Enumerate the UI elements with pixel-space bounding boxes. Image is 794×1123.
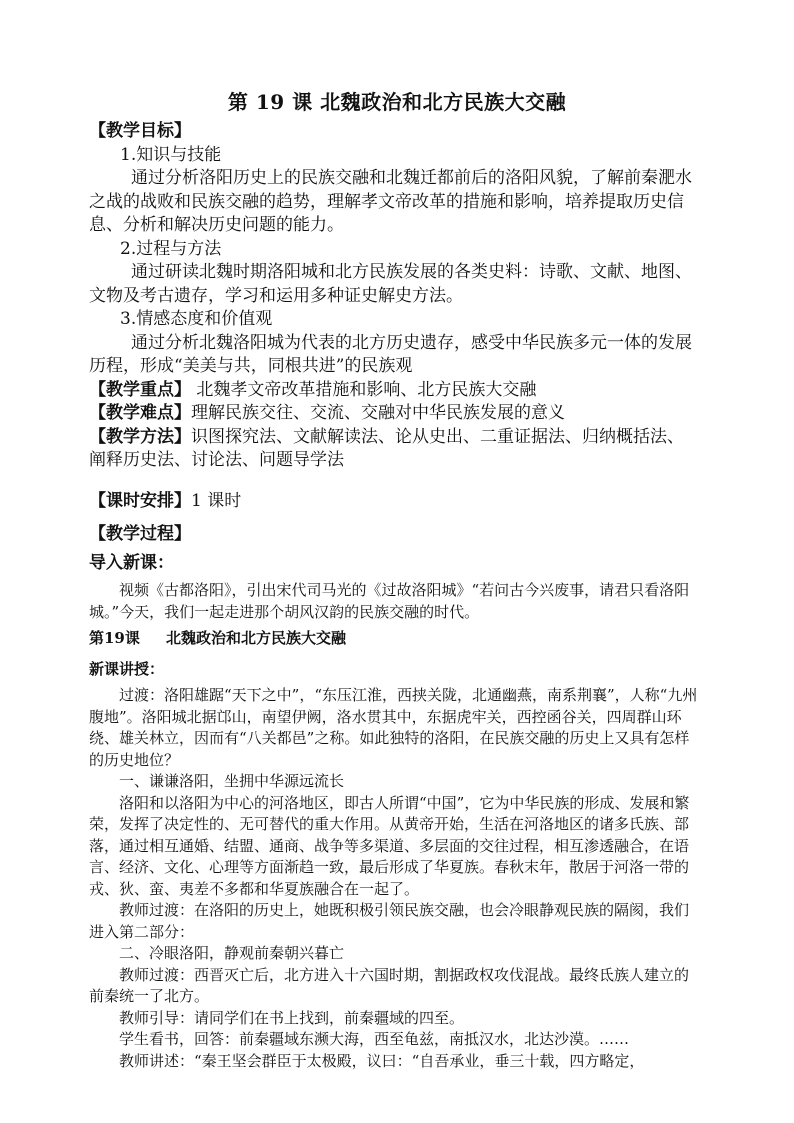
method-text: 识图探究法、文献解读法、论从史出、二重证据法、归纳概括法、阐释历史法、讨论法、问题导学法	[89, 426, 684, 470]
body-paragraph: 教师过渡：在洛阳的历史上，她既积极引领民族交融，也会冷眼静观民族的隔阂，我们进入第二部分：	[89, 901, 690, 941]
objective-subheading-3: 3.情感态度和价值观	[120, 309, 273, 329]
method-line	[89, 426, 699, 473]
difficulty-line	[89, 402, 699, 426]
objectives-heading: 【教学目标】	[89, 121, 191, 141]
body-paragraph: 教师过渡：西晋灭亡后，北方进入十六国时期，割据政权攻伐混战。最终氐族人建立的前秦统一了北方。	[89, 965, 690, 1005]
objective-paragraph-2: 通过研读北魏时期洛阳城和北方民族发展的各类史料：诗歌、文献、地图、文物及考古遗存，学习和运用多种证史解史方法。	[89, 262, 692, 306]
document-title: 第 19 课 北魏政治和北方民族大交融	[227, 90, 567, 114]
focus-label: 【教学重点】	[89, 379, 191, 400]
body-paragraph: 学生看书，回答：前秦疆域东濒大海，西至龟兹，南抵汉水，北达沙漠。……	[119, 1030, 630, 1048]
section-heading-1: 一、谦谦洛阳，坐拥中华源远流长	[119, 772, 345, 790]
body-paragraph: 教师引导：请同学们在书上找到，前秦疆域的四至。	[119, 1008, 465, 1027]
objectives-section	[89, 120, 699, 473]
body-paragraph: 过渡：洛阳雄踞“天下之中”，“东压江淮，西挟关陇，北通幽燕，南系荆襄”，人称“九州腹地”。洛阳城北据邙山，南望伊阙，洛水贯其中，东据虎牢关，西控函谷关，四周群山环绕、雄关林立，因而有“八关都邑”之称。如此独特的洛阳，在民族交融的历史上又具有怎样的历史地位？	[89, 686, 698, 769]
difficulty-label: 【教学难点】	[89, 403, 191, 423]
schedule-text: 1 课时	[191, 491, 242, 511]
intro-heading: 导入新课：	[89, 553, 174, 573]
section-heading-2: 二、冷眼洛阳，静观前秦朝兴暮亡	[119, 944, 345, 962]
focus-line	[89, 379, 699, 403]
schedule-line	[89, 490, 699, 514]
objective-paragraph-3: 通过分析北魏洛阳城为代表的北方历史遗存，感受中华民族多元一体的发展历程，形成“美美与共，同根共进”的民族观	[89, 332, 692, 376]
body-paragraph: 教师讲述：“秦王坚会群臣于太极殿，议曰：“自吾承业，垂三十载，四方略定，	[119, 1051, 645, 1070]
lesson-heading: 第19课 北魏政治和北方民族大交融	[89, 629, 346, 647]
objective-subheading-1: 1.知识与技能	[120, 144, 222, 165]
difficulty-text: 理解民族交往、交流、交融对中华民族发展的意义	[191, 403, 565, 423]
schedule-label: 【课时安排】	[89, 491, 191, 511]
objective-paragraph-1: 通过分析洛阳历史上的民族交融和北魏迁都前后的洛阳风貌，了解前秦淝水之战的战败和民族交融的趋势，理解孝文帝改革的措施和影响，培养提取历史信息、分析和解决历史问题的能力。	[89, 168, 692, 235]
process-heading: 【教学过程】	[89, 524, 191, 544]
lesson-body	[89, 685, 699, 1072]
body-paragraph: 洛阳和以洛阳为中心的河洛地区，即古人所谓“中国”，它为中华民族的形成、发展和繁荣，发挥了决定性的、无可替代的重大作用。从黄帝开始，生活在河洛地区的诸多氏族、部落，通过相互通婚、结盟、通商、战争等多渠道、多层面的交往过程，相互渗透融合，在语言、经济、文化、心理等方面渐趋一致，最后形成了华夏族。春秋末年，散居于河洛一带的戎、狄、蛮、夷差不多都和华夏族融合在一起了。	[89, 793, 690, 898]
intro-paragraph: 视频《古都洛阳》，引出宋代司马光的《过故洛阳城》“若问古今兴废事，请君只看洛阳城。”今天，我们一起走进那个胡风汉韵的民族交融的时代。	[89, 581, 690, 621]
new-lesson-heading: 新课讲授：	[89, 660, 165, 678]
focus-text: 北魏孝文帝改革措施和影响、北方民族大交融	[191, 379, 537, 400]
objective-subheading-2: 2.过程与方法	[120, 238, 222, 259]
method-label: 【教学方法】	[89, 426, 191, 447]
